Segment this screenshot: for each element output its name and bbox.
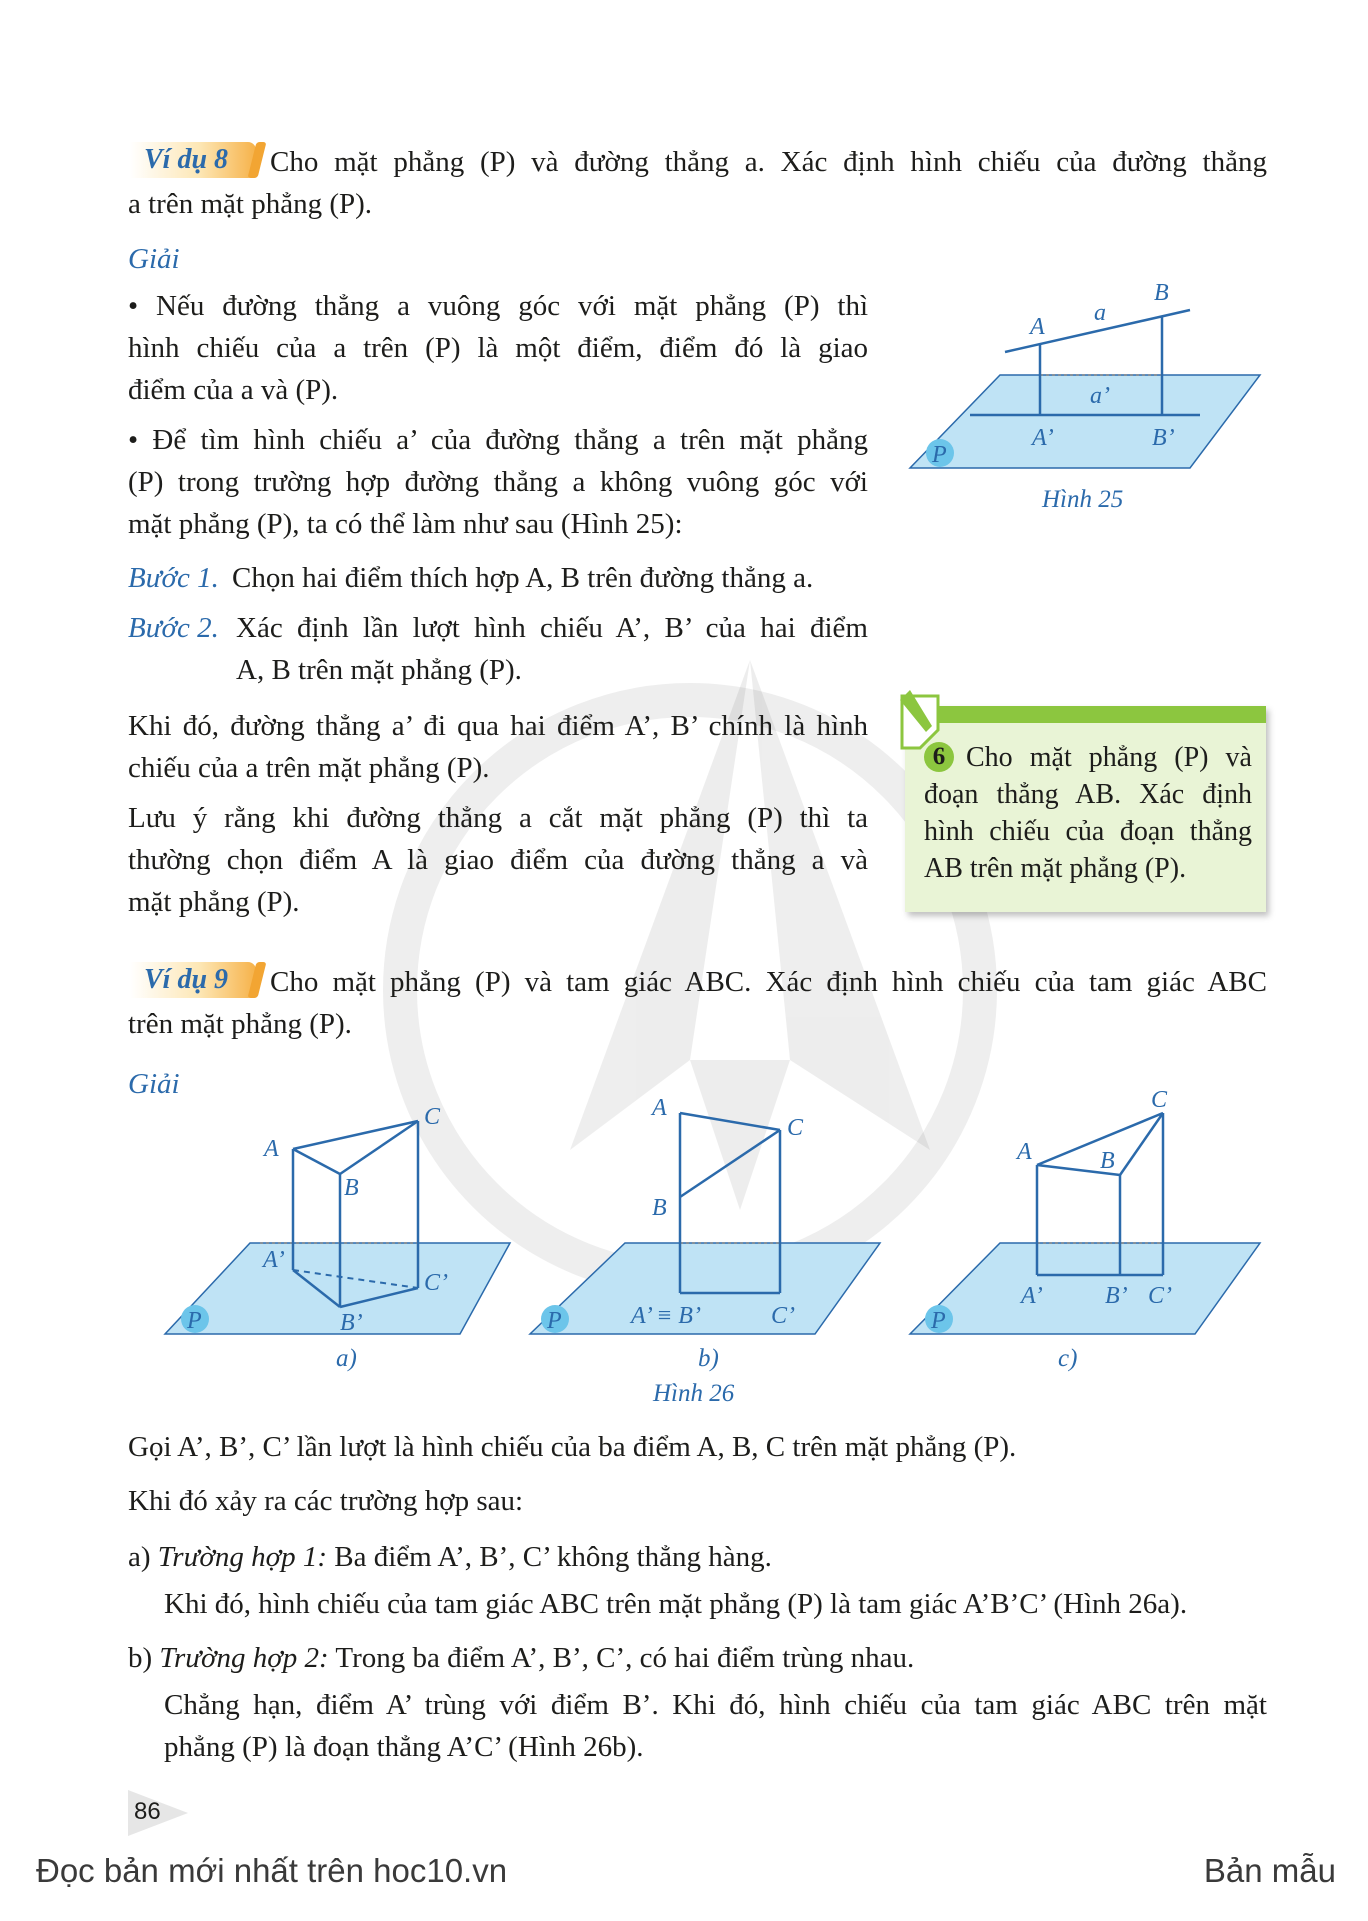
solution-label-8: Giải — [128, 243, 180, 275]
activity-6-line2: đoạn thẳng AB. Xác định — [924, 779, 1252, 810]
case-b-label: Trường hợp 2: — [159, 1642, 329, 1674]
bullet2-line3: mặt phẳng (P), ta có thể làm như sau (Hình 25): — [128, 508, 683, 540]
step2-label: Bước 2. — [128, 612, 219, 644]
step2-line2: A, B trên mặt phẳng (P). — [236, 654, 522, 686]
activity-6-line4: AB trên mặt phẳng (P). — [924, 853, 1187, 884]
case-b-detail-line1: Chẳng hạn, điểm A’ trùng với điểm B’. Khi đó, hình chiếu của tam giác ABC trên mặt — [164, 1689, 1267, 1721]
label-A-prime: A’ — [1021, 1283, 1043, 1309]
activity-6-line3: hình chiếu của đoạn thẳng — [924, 816, 1252, 847]
label-A: A — [652, 1095, 667, 1121]
case-a-prefix: a) — [128, 1541, 151, 1573]
step1-label: Bước 1. — [128, 562, 219, 594]
note-line1: Lưu ý rằng khi đường thẳng a cắt mặt phẳng (P) thì ta — [128, 802, 868, 834]
figure-25 — [900, 270, 1280, 520]
figure-26a-sublabel: a) — [336, 1345, 357, 1372]
label-B: B — [652, 1195, 667, 1221]
note-line2: thường chọn điểm A là giao điểm của đường thẳng a và — [128, 844, 868, 876]
example-8-intro-line2: a trên mặt phẳng (P). — [128, 188, 373, 220]
label-C-prime: C’ — [1148, 1283, 1172, 1309]
label-C-prime: C’ — [424, 1270, 448, 1296]
case-b-detail-line2: phẳng (P) là đoạn thẳng A’C’ (Hình 26b). — [164, 1731, 644, 1763]
label-P: P — [547, 1308, 562, 1334]
label-A: A — [264, 1136, 279, 1162]
label-B-prime: B’ — [340, 1310, 363, 1336]
example-9-intro-line2: trên mặt phẳng (P). — [128, 1008, 352, 1040]
step2-line1: Xác định lần lượt hình chiếu A’, B’ của hai điểm — [236, 612, 868, 644]
label-B: B — [1154, 280, 1169, 306]
label-B-prime: B’ — [1105, 1283, 1128, 1309]
then-line2: chiếu của a trên mặt phẳng (P). — [128, 752, 490, 784]
figure-26b — [525, 1085, 885, 1340]
label-C: C — [424, 1104, 441, 1130]
example-9-tag: Ví dụ 9 — [130, 962, 256, 998]
figure-25-caption: Hình 25 — [1042, 486, 1124, 513]
example-9-intro-line1: Cho mặt phẳng (P) và tam giác ABC. Xác định hình chiếu của tam giác ABC — [270, 966, 1267, 998]
step1-text: Chọn hai điểm thích hợp A, B trên đường thẳng a. — [232, 562, 814, 594]
label-C-prime: C’ — [771, 1303, 795, 1329]
label-C: C — [1151, 1087, 1168, 1113]
example-8-tag: Ví dụ 8 — [130, 142, 256, 178]
activity-6-number: 6 — [924, 742, 954, 772]
case-b-text: Trong ba điểm A’, B’, C’, có hai điểm trùng nhau. — [335, 1642, 915, 1674]
activity-6-bar — [905, 706, 1266, 723]
label-A-prime: A’ — [263, 1247, 285, 1273]
footer-link[interactable]: Đọc bản mới nhất trên hoc10.vn — [36, 1852, 508, 1889]
label-A-prime: A’ — [1032, 425, 1054, 451]
example-8-intro-line1: Cho mặt phẳng (P) và đường thẳng a. Xác định hình chiếu của đường thẳng — [270, 146, 1267, 178]
body-p2: Khi đó xảy ra các trường hợp sau: — [128, 1485, 524, 1517]
label-C: C — [787, 1115, 804, 1141]
page-number: 86 — [134, 1798, 161, 1825]
footer-sample-label: Bản mẫu — [1203, 1852, 1336, 1889]
note-line3: mặt phẳng (P). — [128, 886, 300, 918]
label-B: B — [1100, 1148, 1115, 1174]
label-a: a — [1094, 300, 1106, 326]
figure-26b-sublabel: b) — [698, 1345, 719, 1372]
case-b-prefix: b) — [128, 1642, 153, 1674]
bullet1-line2: hình chiếu của a trên (P) là một điểm, điểm đó là giao — [128, 332, 868, 364]
figure-26a — [160, 1100, 520, 1340]
bullet2-line2: (P) trong trường hợp đường thẳng a không vuông góc với — [128, 466, 868, 498]
then-line1: Khi đó, đường thẳng a’ đi qua hai điểm A’, B’ chính là hình — [128, 710, 868, 742]
label-a-prime: a’ — [1090, 383, 1110, 409]
case-a-line — [128, 1536, 772, 1578]
case-a-detail: Khi đó, hình chiếu của tam giác ABC trên mặt phẳng (P) là tam giác A’B’C’ (Hình 26a). — [164, 1588, 1188, 1620]
plane-p — [910, 375, 1260, 468]
case-a-text: Ba điểm A’, B’, C’ không thẳng hàng. — [334, 1541, 772, 1573]
activity-6-line1: Cho mặt phẳng (P) và — [966, 742, 1252, 773]
case-a-label: Trường hợp 1: — [157, 1541, 328, 1573]
figure-26c-sublabel: c) — [1058, 1345, 1078, 1372]
label-P: P — [931, 1308, 946, 1334]
label-P: P — [187, 1308, 202, 1334]
solution-label-9: Giải — [128, 1068, 180, 1100]
label-A: A — [1017, 1139, 1032, 1165]
body-p1: Gọi A’, B’, C’ lần lượt là hình chiếu của ba điểm A, B, C trên mặt phẳng (P). — [128, 1431, 1017, 1463]
figure-26-caption: Hình 26 — [653, 1380, 735, 1407]
label-P: P — [932, 442, 947, 468]
label-A: A — [1030, 314, 1045, 340]
bullet1-line1: • Nếu đường thẳng a vuông góc với mặt phẳng (P) thì — [128, 290, 868, 322]
figure-26c — [905, 1085, 1265, 1340]
label-B: B — [344, 1175, 359, 1201]
label-AB-prime: A’ ≡ B’ — [631, 1303, 701, 1329]
bullet1-line3: điểm của a và (P). — [128, 374, 339, 406]
bullet2-line1: • Để tìm hình chiếu a’ của đường thẳng a trên mặt phẳng — [128, 424, 868, 456]
case-b-line — [128, 1637, 914, 1679]
label-B-prime: B’ — [1152, 425, 1175, 451]
